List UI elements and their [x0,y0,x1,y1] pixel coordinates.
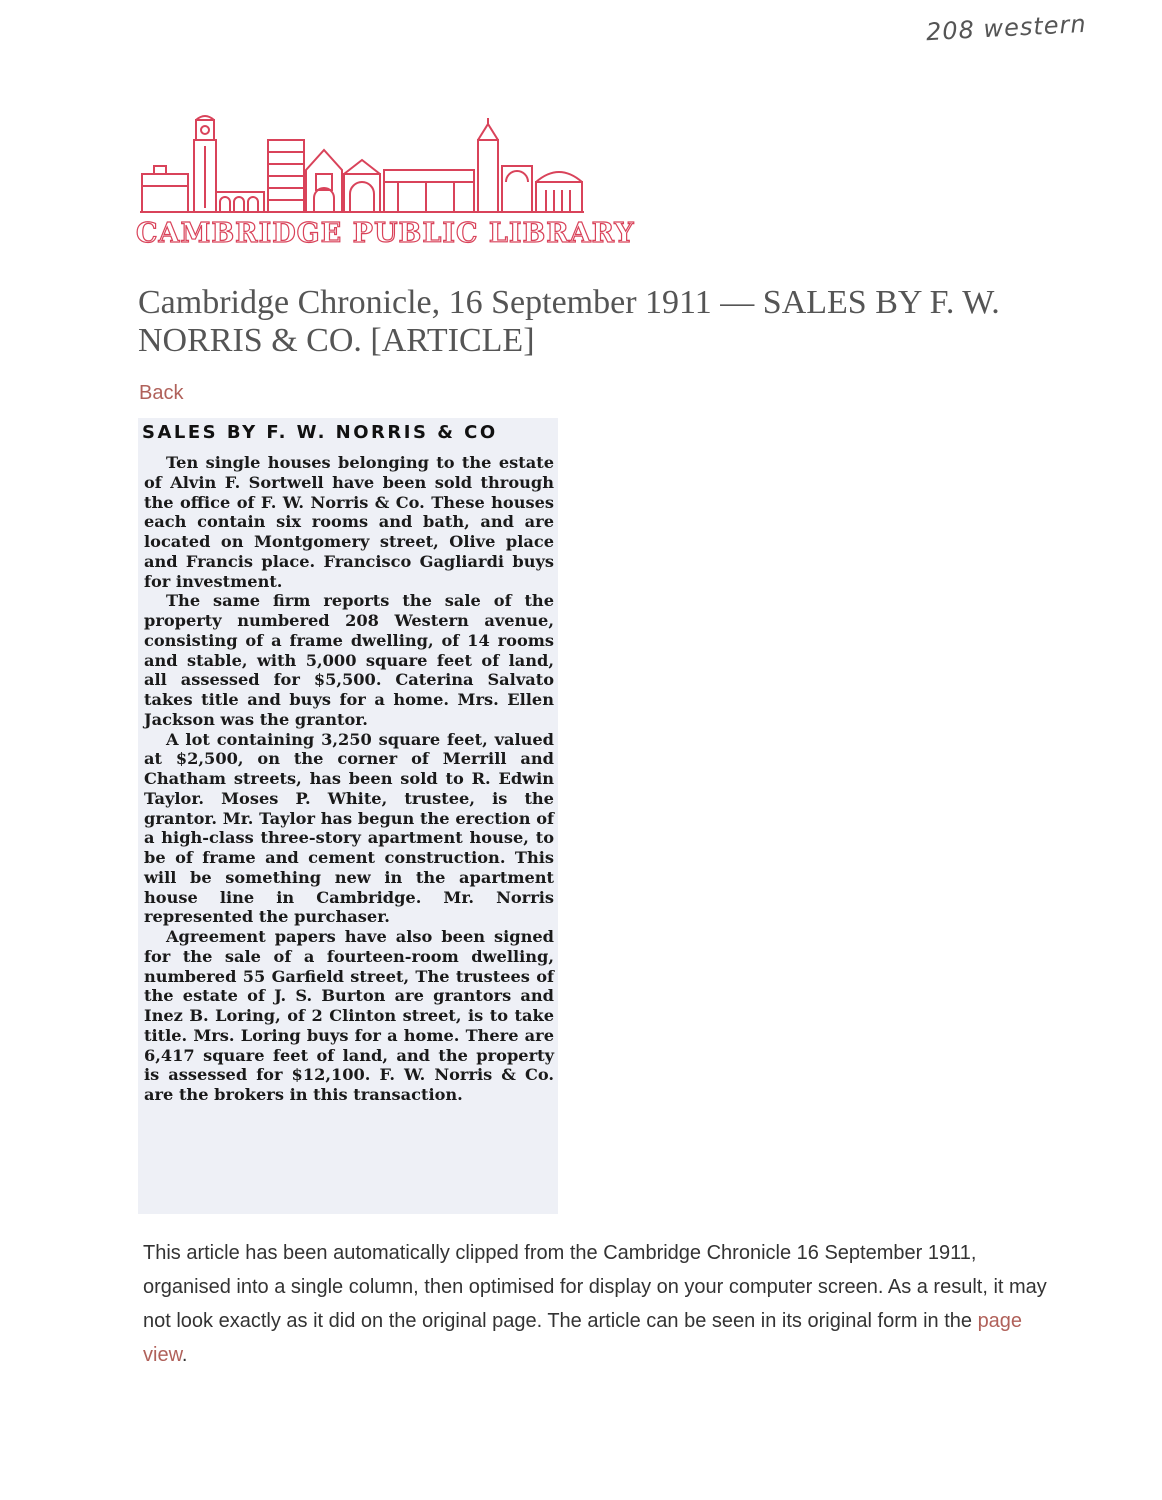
article-paragraph: The same firm reports the sale of the property numbered 208 Western avenue, consisting of a frame dwelling, of 14 rooms and stable, with 5,000 square feet of land, all assessed for $5,500. Caterina Salvato takes title and buys for a home. Mrs. Ellen Jackson was the grantor. [144,591,554,729]
article-clipping [138,418,558,1214]
handwritten-note: 208 western [925,9,1088,47]
article-body [144,453,554,1105]
article-headline: SALES BY F. W. NORRIS & CO [142,422,498,443]
article-paragraph: Ten single houses belonging to the estate of Alvin F. Sortwell have been sold through the office of F. W. Norris & Co. These houses each contain six rooms and bath, and are located on Montgomery street, Olive place and Francis place. Francisco Gagliardi buys for investment. [144,453,554,591]
article-paragraph: Agreement papers have also been signed for the sale of a fourteen-room dwelling, numbered 55 Garfield street, The trustees of the estate of J. S. Burton are grantors and Inez B. Loring, of 2 Clinton street, is to take title. Mrs. Loring buys for a home. There are 6,417 square feet of land, and the property is assessed for $12,100. F. W. Norris & Co. are the brokers in this transaction. [144,927,554,1104]
page-view-link[interactable]: page view [143,1310,1023,1366]
clipping-caption [143,1236,1053,1372]
page-title: Cambridge Chronicle, 16 September 1911 — SALES BY F. W. NORRIS & CO. [ARTICLE] [138,284,1000,359]
logo-text: CAMBRIDGE PUBLIC LIBRARY [136,218,635,249]
article-paragraph: A lot containing 3,250 square feet, valued at $2,500, on the corner of Merrill and Chatham streets, has been sold to R. Edwin Taylor. Moses P. White, trustee, is the grantor. Mr. Taylor has begun the erection of a high-class three-story apartment house, to be of frame and cement construction. This will be something new in the apartment house line in Cambridge. Mr. Norris represented the purchaser. [144,729,554,927]
back-link[interactable]: Back [139,382,184,404]
skyline-icon [136,112,588,216]
library-logo[interactable] [136,112,635,249]
caption-end: . [181,1344,188,1366]
caption-text: This article has been automatically clipped from the Cambridge Chronicle 16 September 1911, organised into a single column, then optimised for display on your computer screen. As a result, it may not look exactly as it did on the original page. The article can be seen in its original form in the [143,1242,1047,1332]
